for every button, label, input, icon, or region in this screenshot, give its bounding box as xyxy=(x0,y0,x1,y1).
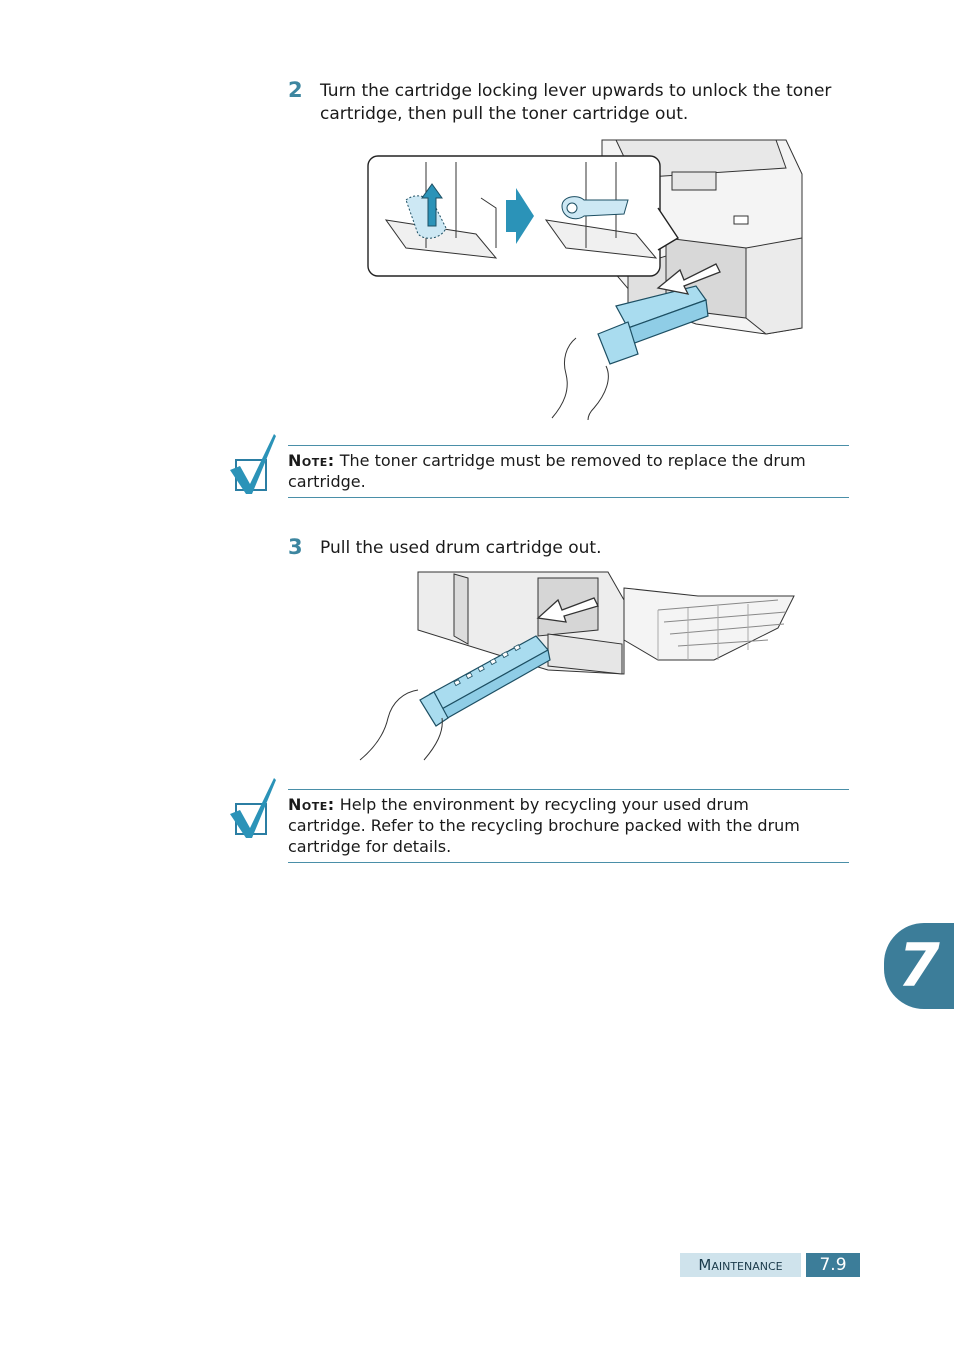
toner-removal-illustration xyxy=(366,138,804,420)
chapter-number: 7 xyxy=(898,931,940,1001)
note-1-text-1: The toner cartridge must be removed to replace the drum xyxy=(339,451,806,470)
note-label: Note: xyxy=(288,451,335,470)
note-1-line-2: cartridge. xyxy=(288,472,366,491)
step-3-number: 3 xyxy=(288,535,303,559)
note-2-line-3: cartridge for details. xyxy=(288,837,452,856)
note-label: Note: xyxy=(288,795,335,814)
drum-removal-illustration xyxy=(358,570,798,764)
note-toner-removed xyxy=(288,445,849,498)
step-2-text-line-1: Turn the cartridge locking lever upwards to unlock the toner xyxy=(320,81,832,101)
footer-section-title: Maintenance xyxy=(680,1253,801,1277)
step-2-text-line-2: cartridge, then pull the toner cartridge out. xyxy=(320,104,689,124)
checkmark-icon xyxy=(228,776,278,840)
step-3-text: Pull the used drum cartridge out. xyxy=(320,538,602,558)
checkmark-icon xyxy=(228,432,278,496)
step-2-number: 2 xyxy=(288,78,303,102)
footer-page-number: 7.9 xyxy=(806,1253,860,1277)
step-2-text xyxy=(320,80,831,126)
note-2-line-1 xyxy=(288,794,849,815)
note-1-line-1 xyxy=(288,450,849,471)
note-recycling xyxy=(288,789,849,863)
chapter-tab xyxy=(884,923,954,1009)
note-2-line-2: cartridge. Refer to the recycling brochure packed with the drum xyxy=(288,816,800,835)
note-2-text-1: Help the environment by recycling your used drum xyxy=(339,795,749,814)
